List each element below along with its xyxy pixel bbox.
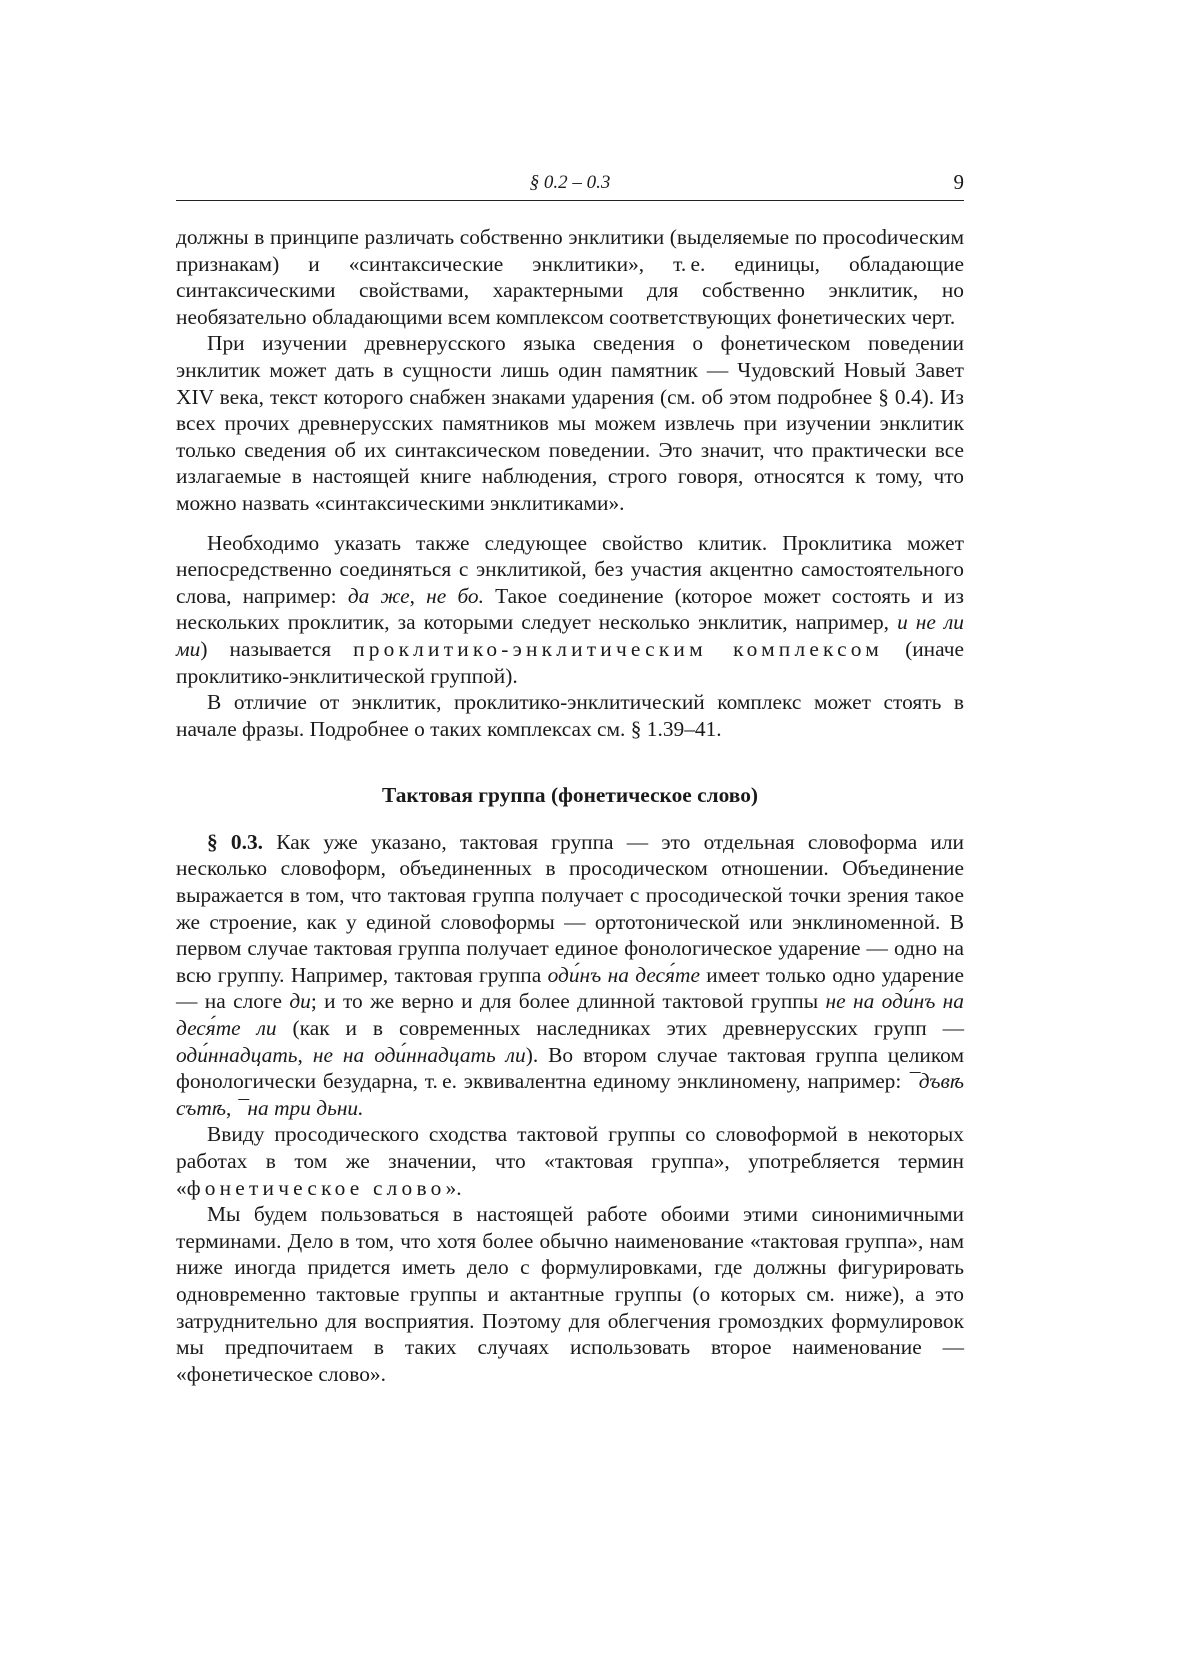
example-italic: не на оди́нъ на деся́те ли (176, 989, 964, 1041)
running-title: § 0.2 – 0.3 (529, 172, 611, 193)
paragraph-7 (176, 1201, 964, 1387)
text-run: имеет только одно ударение — на слоге (176, 962, 964, 1014)
text-run: ). Во втором случае тактовая группа целиком фонологически безударна, т. е. эквивалентна единому энклиномену, например: (176, 1042, 965, 1094)
text-run: (иначе проклитико-энклитической группой). (176, 636, 964, 688)
text-run: При изучении древнерусского языка сведения о фонетическом поведении энклитик может дать в сущности лишь один памятник — Чудовский Новый Завет XIV века, текст которого снабжен знаками ударения (см. об этом подробнее § 0.4). Из всех прочих древнерусских памятников мы можем извлечь при изучении энклитик только сведения об их синтаксическом поведении. Это значит, что практически все излагаемые в настоящей книге наблюдения, строго говоря, относятся к тому, что можно назвать «синтаксическими энклитиками». (176, 331, 964, 515)
text-run: В отличие от энклитик, проклитико-энклитический комплекс может стоять в начале фразы. Подробнее о таких комплексах см. § 1.39–41. (176, 690, 964, 741)
paragraph-3 (176, 530, 964, 690)
text-run: , (226, 1095, 237, 1120)
text-run: Необходимо указать также следующее свойство клитик. Проклитика может непосредственно соединяться с энклитикой, без участия акцентно самостоятельного слова, например: (176, 530, 964, 608)
paragraph-4 (176, 689, 964, 742)
text-run: ) называется (200, 636, 354, 661)
main-text (176, 224, 964, 1387)
text-run: (как и в современных наследниках этих древнерусских групп — (276, 1016, 964, 1041)
example-italic: не бо. (426, 583, 484, 608)
paragraph-5 (176, 829, 964, 1122)
example-italic: оди́нъ на деся́те (547, 962, 700, 987)
text-run: Мы будем пользоваться в настоящей работе обоими этими синонимичными терминами. Дело в том, что хотя более обычно наименование «тактовая группа», нам ниже иногда придется иметь дело с формулировками, где должны фигурировать одновременно тактовые группы и актантные группы (о которых см. ниже), а это затруднительно для восприятия. Поэтому для облегчения громоздких формулировок мы предпочитаем в таких случаях использовать второе наименование — «фонетическое слово». (176, 1202, 964, 1386)
page-number: 9 (953, 170, 964, 194)
text-run: , (297, 1042, 313, 1067)
example-italic: да же (347, 583, 410, 608)
paragraph-6 (176, 1121, 964, 1201)
example-italic: не на оди́ннадцать ли (312, 1042, 526, 1067)
text-run: Как уже указано, тактовая группа — это отдельная словоформа или несколько словоформ, объединенных в просодическом отношении. Объединение выражается в том, что тактовая группа получает с просодической точки зрения такое же строение, как у единой словоформы — ортотонической или энклиноменной. В первом случае тактовая группа получает единое фонологическое ударение — одно на всю группу. Например, тактовая группа (176, 829, 964, 987)
text-run: ». (445, 1175, 462, 1200)
section-heading: Тактовая группа (фонетическое слово) (381, 783, 759, 808)
section-number: § 0.3. (207, 829, 264, 854)
paragraph-1 (176, 224, 964, 330)
text-run: Ввиду просодического сходства тактовой группы со словоформой в некоторых работах в том же значении, что «тактовая группа», употребляется термин « (176, 1122, 964, 1200)
spaced-term: фонетическое слово (186, 1175, 446, 1200)
example-italic: ди (289, 989, 311, 1014)
paragraph-2 (176, 330, 964, 516)
example-italic: ¯дъвѣ сътѣ (176, 1069, 964, 1120)
example-italic: и не ли ми (176, 610, 964, 661)
text-run: должны в принципе различать собственно энклитики (выделяемые по просоdическим признакам) и «синтаксические энклитики», т. е. единицы, обладающие синтаксическими свойствами, характерными для собственно энклитик, но необязательно обладающими всем комплексом соответствующих фонетических черт. (176, 225, 964, 329)
text-run: Такое соединение (которое может состоять и из нескольких проклитик, за которыми следует несколько энклитик, например, (176, 583, 964, 635)
text-run: ; и то же верно и для более длинной тактовой группы (310, 989, 826, 1014)
spaced-term: проклитико-энклитическим комплексом (353, 636, 883, 661)
page-header (176, 170, 964, 201)
example-italic: ¯на три дьни. (236, 1095, 364, 1120)
example-italic: оди́ннадцать (176, 1042, 298, 1067)
text-run: , (409, 583, 427, 608)
